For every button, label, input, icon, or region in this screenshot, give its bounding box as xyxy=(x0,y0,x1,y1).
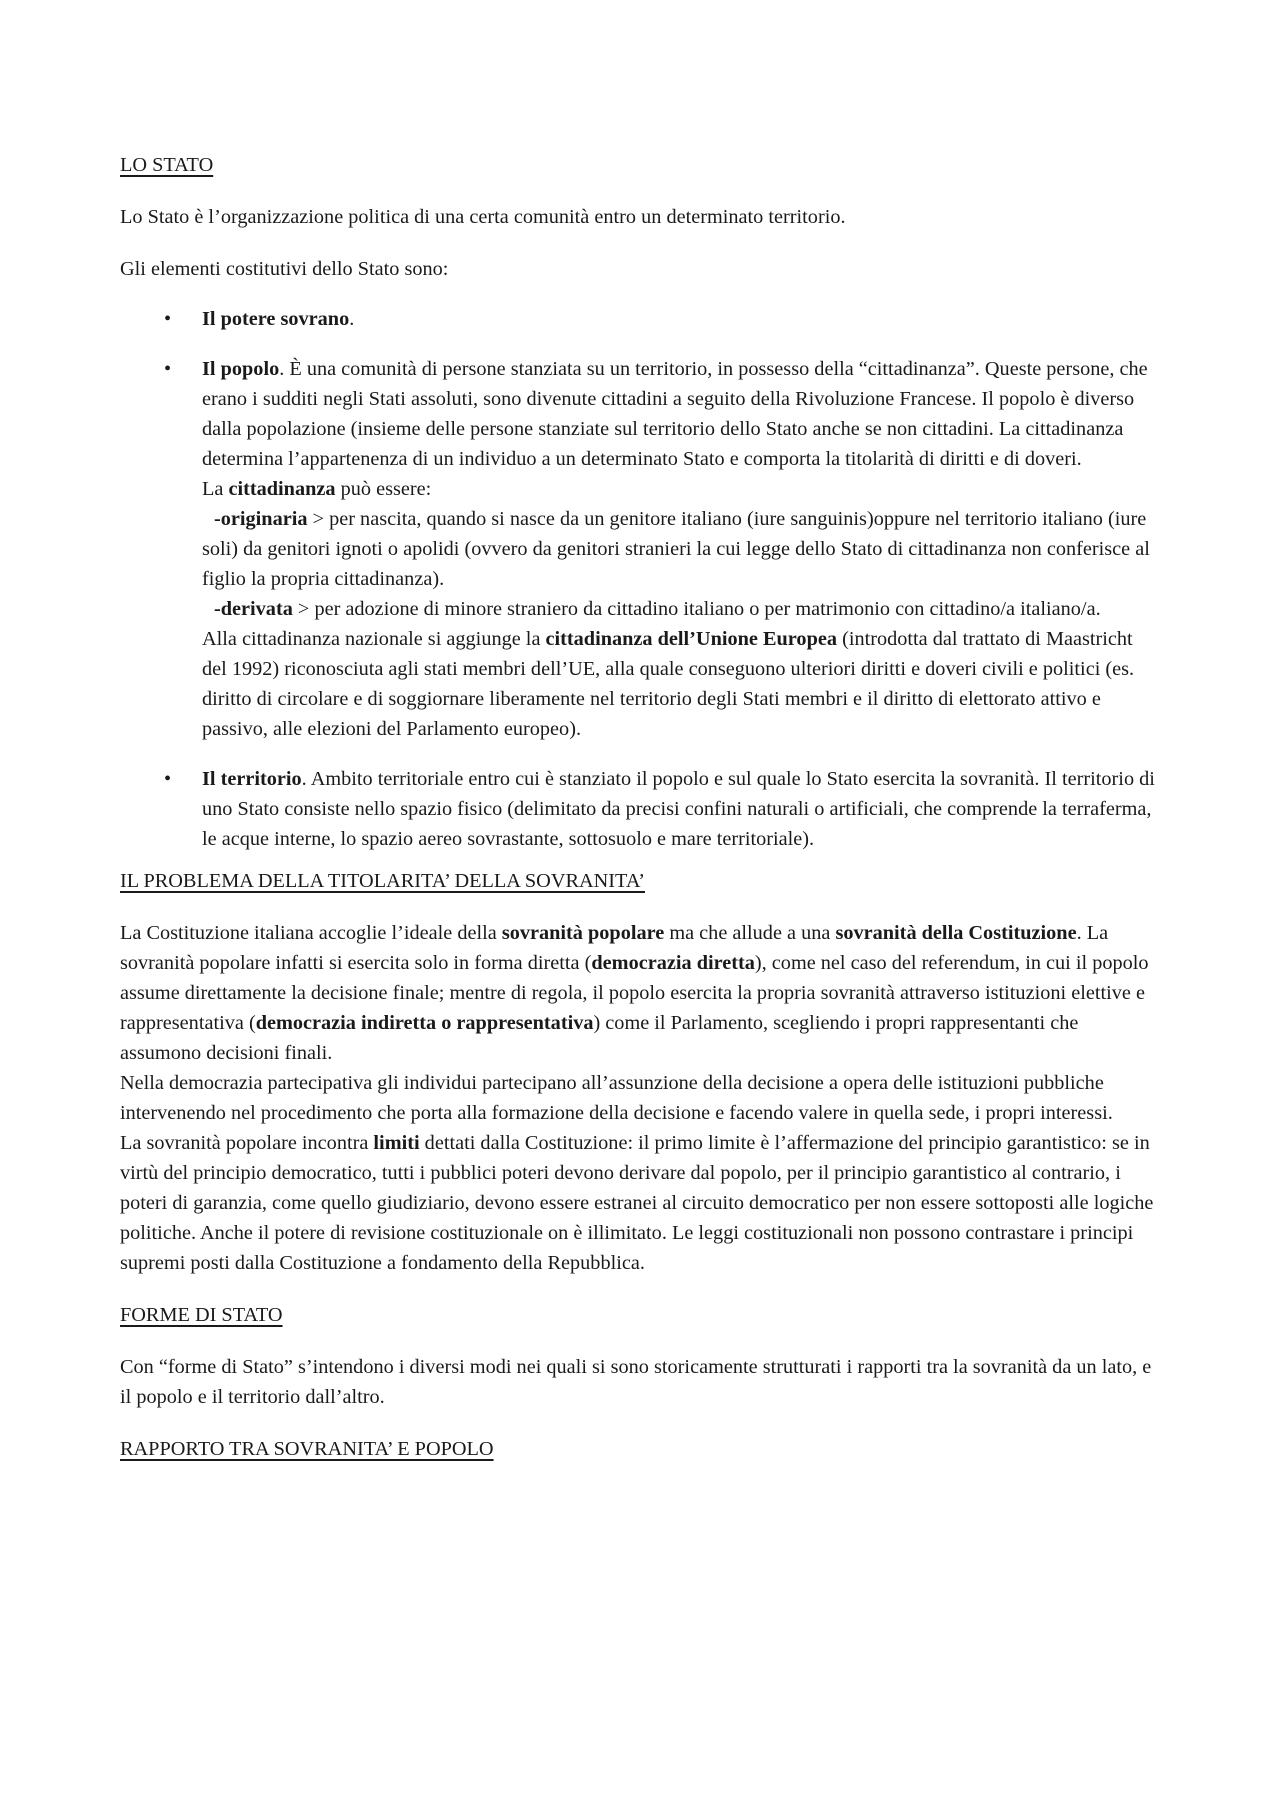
cittadinanza-originaria: -originaria > per nascita, quando si nasce da un genitore italiano (iure sanguinis)oppure nel territorio italiano (iure soli) da genitori ignoti o apolidi (ovvero da genitori stranieri la cui legge dello Stato di cittadinanza non conferisce al figlio la propria cittadinanza). xyxy=(202,508,1150,590)
popolo-description: . È una comunità di persone stanziata su un territorio, in possesso della “cittadinanza”. Queste persone, che erano i sudditi negli Stati assoluti, sono divenute cittadini a seguito della Rivoluzione Francese. Il popolo è diverso dalla popolazione (insieme delle persone stanziate sul territorio dello Stato anche se non cittadini. La cittadinanza determina l’appartenenza di un individuo a un determinato Stato e comporta la titolarità di diritti e di doveri. xyxy=(202,358,1148,470)
heading-rapporto-sovranita-popolo: RAPPORTO TRA SOVRANITA’ E POPOLO xyxy=(120,1438,494,1460)
paragraph-costituzione: La Costituzione italiana accoglie l’ideale della sovranità popolare ma che allude a una sovranità della Costituzione. La sovranità popolare infatti si esercita solo in forma diretta (democrazia diretta), come nel caso del referendum, in cui il popolo assume direttamente la decisione finale; mentre di regola, il popolo esercita la propria sovranità attraverso istituzioni elettive e rappresentativa (democrazia indiretta o rappresentativa) come il Parlamento, scegliendo i propri rappresentanti che assumono decisioni finali. xyxy=(120,922,1149,1064)
heading-forme-di-stato: FORME DI STATO xyxy=(120,1304,283,1326)
bullet-icon: • xyxy=(164,768,172,790)
list-item-potere-sovrano: • Il potere sovrano. xyxy=(120,304,1160,334)
paragraph-elementi-intro: Gli elementi costitutivi dello Stato sono: xyxy=(120,258,449,280)
cittadinanza-ue: Alla cittadinanza nazionale si aggiunge la cittadinanza dell’Unione Europea (introdotta dal trattato di Maastricht del 1992) riconosciuta agli stati membri dell’UE, alla quale conseguono ulteriori diritti e doveri civili e politici (es. diritto di circolare e di soggiornare liberamente nel territorio degli Stati membri e il diritto di elettorato attivo e passivo, alle elezioni del Parlamento europeo). xyxy=(202,628,1135,740)
term-popolo: Il popolo xyxy=(202,358,280,380)
paragraph-definizione-stato: Lo Stato è l’organizzazione politica di una certa comunità entro un determinato territorio. xyxy=(120,206,846,228)
list-item-territorio: • Il territorio. Ambito territoriale entro cui è stanziato il popolo e sul quale lo Stato esercita la sovranità. Il territorio di uno Stato consiste nello spazio fisico (delimitato da precisi confini naturali o artificiali, che comprende la terraferma, le acque interne, lo spazio aereo sovrastante, sottosuolo e mare territoriale). xyxy=(120,764,1160,854)
bullet-icon: • xyxy=(164,308,172,330)
paragraph-forme-di-stato: Con “forme di Stato” s’intendono i diversi modi nei quali si sono storicamente strutturati i rapporti tra la sovranità da un lato, e il popolo e il territorio dall’altro. xyxy=(120,1356,1152,1408)
list-item-popolo xyxy=(120,354,1160,744)
paragraph-limiti: La sovranità popolare incontra limiti dettati dalla Costituzione: il primo limite è l’affermazione del principio garantistico: se in virtù del principio democratico, tutti i pubblici poteri devono derivare dal popolo, per il principio garantistico al contrario, i poteri di garanzia, come quello giudiziario, devono essere estranei al circuito democratico per non essere sottoposti alle logiche politiche. Anche il potere di revisione costituzionale on è illimitato. Le leggi costituzionali non possono contrastare i principi supremi posti dalla Costituzione a fondamento della Repubblica. xyxy=(120,1132,1154,1274)
cittadinanza-derivata: -derivata > per adozione di minore straniero da cittadino italiano o per matrimonio con cittadino/a italiano/a. xyxy=(214,598,1101,620)
elements-list xyxy=(120,304,1160,854)
bullet-icon: • xyxy=(164,358,172,380)
cittadinanza-intro: La cittadinanza può essere: xyxy=(202,478,432,500)
heading-lo-stato: LO STATO xyxy=(120,154,214,176)
term-territorio: Il territorio xyxy=(202,768,302,790)
term-potere-sovrano: Il potere sovrano xyxy=(202,308,350,330)
paragraph-democrazia-partecipativa: Nella democrazia partecipativa gli individui partecipano all’assunzione della decisione a opera delle istituzioni pubbliche intervenendo nel procedimento che porta alla formazione della decisione e facendo valere in quella sede, i propri interessi. xyxy=(120,1072,1113,1124)
heading-problema-titolarita: IL PROBLEMA DELLA TITOLARITA’ DELLA SOVRANITA’ xyxy=(120,870,645,892)
